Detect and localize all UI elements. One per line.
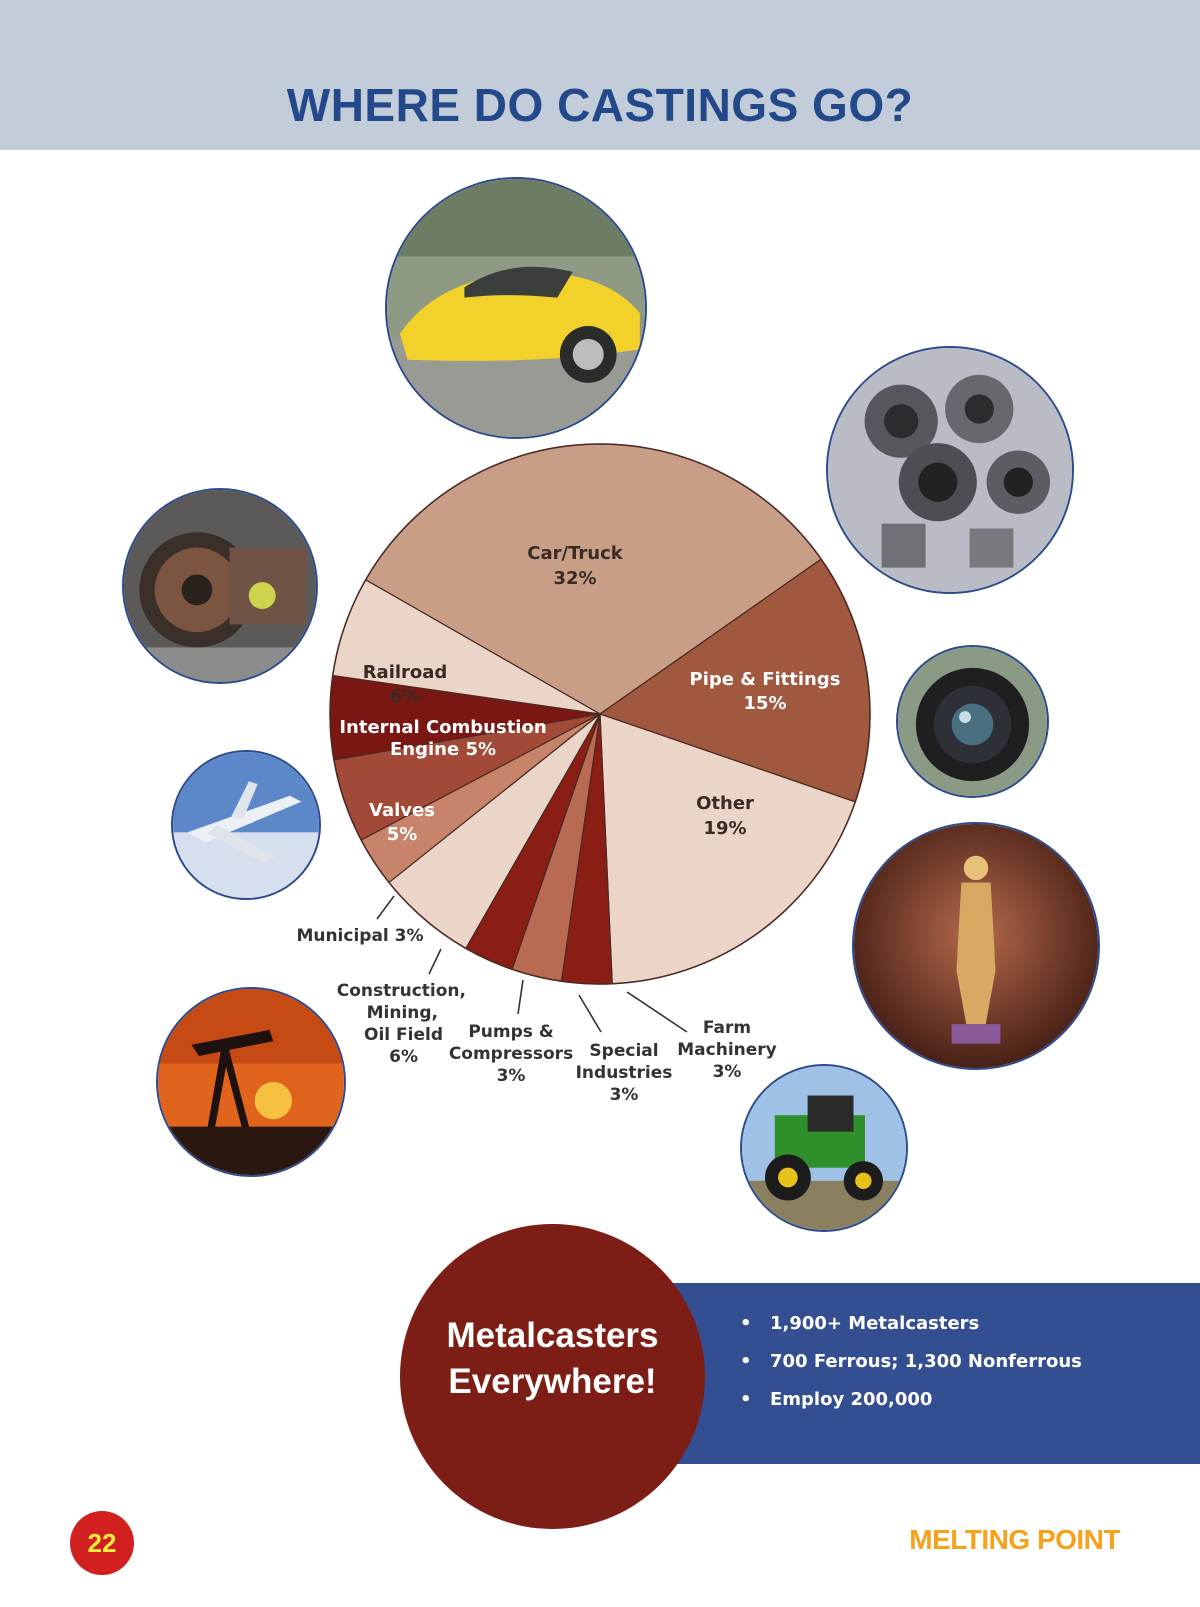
label-ice-line1: Internal Combustion [339, 717, 547, 738]
pie-slices [330, 444, 870, 984]
stat-item-metalcasters: • 1,900+ Metalcasters [770, 1313, 1200, 1334]
label-farm-line2: Machinery [677, 1040, 777, 1060]
label-other-pct: 19% [703, 818, 747, 839]
label-railroad-name: Railroad [362, 662, 448, 683]
label-construction-pct: 6% [389, 1047, 418, 1067]
label-pumps-pct: 3% [496, 1066, 526, 1086]
leader-municipal [377, 896, 394, 919]
callout-heading-line1: Metalcasters [446, 1316, 659, 1355]
label-farm-pct: 3% [712, 1062, 742, 1082]
label-pumps-line2: Compressors [448, 1044, 574, 1064]
label-pipe-fittings-pct: 15% [743, 693, 787, 714]
label-construction-line1: Construction, [336, 981, 466, 1001]
page-title: WHERE DO CASTINGS GO? [286, 79, 914, 131]
label-special-industries [576, 1041, 673, 1105]
label-construction-line2: Mining, [366, 1003, 438, 1023]
label-pipe-fittings-name: Pipe & Fittings [689, 669, 841, 690]
label-construction-line3: Oil Field [364, 1025, 443, 1045]
label-special-line1: Special [589, 1041, 659, 1061]
callout-circle [400, 1224, 705, 1529]
callout-heading-line2: Everywhere! [448, 1362, 657, 1401]
label-valves-name: Valves [369, 800, 435, 821]
label-valves-pct: 5% [386, 824, 418, 845]
label-farm-machinery [677, 1018, 777, 1082]
leader-construction [429, 949, 441, 974]
label-ice-line2: Engine 5% [389, 739, 497, 760]
page-number: 22 [70, 1511, 134, 1575]
label-car-truck-name: Car/Truck [527, 543, 623, 564]
brand-logo: MELTING POINT [909, 1524, 1120, 1555]
label-car-truck-pct: 32% [553, 568, 597, 589]
label-construction [337, 981, 466, 1067]
label-municipal: Municipal 3% [296, 926, 424, 946]
leader-pumps [518, 980, 523, 1014]
stats-banner [650, 1283, 1200, 1464]
label-pumps-compressors [449, 1022, 573, 1086]
label-special-pct: 3% [609, 1085, 639, 1105]
label-pumps-line1: Pumps & [468, 1022, 554, 1042]
label-special-line2: Industries [575, 1063, 673, 1083]
leader-special [579, 995, 601, 1032]
label-other-name: Other [696, 793, 754, 814]
stat-item-employment: • Employ 200,000 [770, 1389, 1200, 1410]
label-farm-line1: Farm [702, 1018, 752, 1038]
stats-list [650, 1283, 1200, 1410]
stat-item-ferrous-nonferrous: • 700 Ferrous; 1,300 Nonferrous [770, 1351, 1200, 1372]
label-railroad-pct: 6% [389, 686, 421, 707]
leader-farm [627, 992, 687, 1032]
